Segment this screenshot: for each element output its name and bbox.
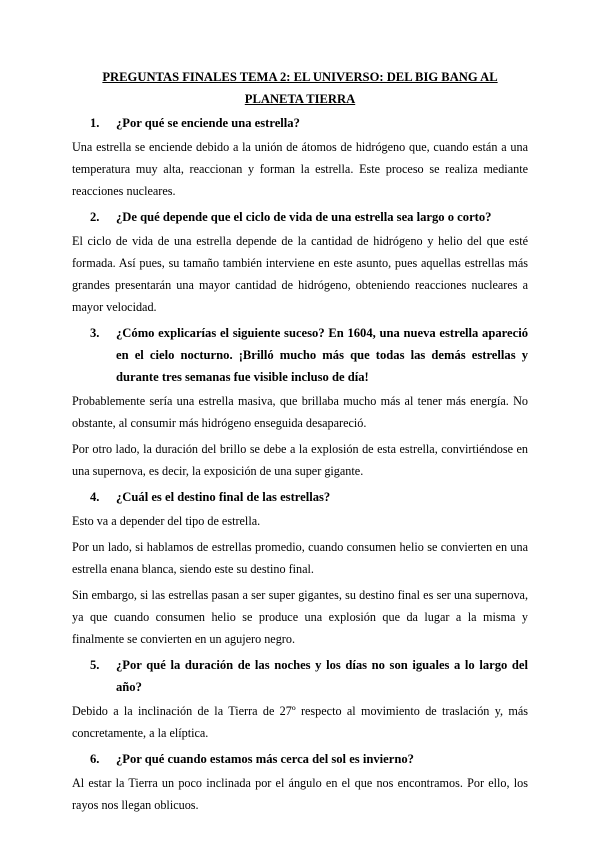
question-text: ¿Cómo explicarías el siguiente suceso? En 1604, una nueva estrella apareció en el cielo nocturno. ¡Brilló mucho más que todas las demás estrellas y durante tres semanas fue visible incluso de día! [116, 326, 528, 384]
question-number: 4. [90, 490, 100, 504]
question-text: ¿Cuál es el destino final de las estrellas? [116, 490, 331, 504]
question-heading [72, 206, 528, 228]
question-number: 3. [90, 326, 100, 340]
answer-paragraph: Al estar la Tierra un poco inclinada por el ángulo en el que nos encontramos. Por ello, los rayos nos llegan oblicuos. [72, 776, 528, 812]
answer-paragraph: Por otro lado, la duración del brillo se debe a la explosión de esta estrella, convirtiéndose en una supernova, es decir, la exposición de una super gigante. [72, 442, 528, 478]
answer-paragraph: Por un lado, si hablamos de estrellas promedio, cuando consumen helio se convierten en una estrella enana blanca, siendo este su destino final. [72, 540, 528, 576]
document-page [72, 66, 528, 820]
question-heading [72, 322, 528, 388]
answer-paragraph: Sin embargo, si las estrellas pasan a ser super gigantes, su destino final es ser una supernova, ya que cuando consumen helio se produce una explosión que da lugar a la misma y finalmente se convierten en un agujero negro. [72, 588, 528, 646]
question-heading [72, 112, 528, 134]
document-title: PREGUNTAS FINALES TEMA 2: EL UNIVERSO: DEL BIG BANG AL PLANETA TIERRA [102, 70, 498, 106]
answer-paragraph: Esto va a depender del tipo de estrella. [72, 514, 261, 528]
answer-paragraph: Debido a la inclinación de la Tierra de 27º respecto al movimiento de traslación y, más concretamente, a la elíptica. [72, 704, 528, 740]
question-text: ¿Por qué cuando estamos más cerca del sol es invierno? [116, 752, 414, 766]
answer-paragraph: Probablemente sería una estrella masiva, que brillaba mucho más al tener más energía. No obstante, al consumir más hidrógeno enseguida desapareció. [72, 394, 528, 430]
question-heading [72, 748, 528, 770]
question-text: ¿Por qué se enciende una estrella? [116, 116, 300, 130]
question-number: 5. [90, 658, 100, 672]
answer-paragraph: Una estrella se enciende debido a la unión de átomos de hidrógeno que, cuando están a una temperatura muy alta, reaccionan y forman la estrella. Este proceso se realiza mediante reacciones nucleares. [72, 140, 528, 198]
question-number: 2. [90, 210, 100, 224]
question-text: ¿Por qué la duración de las noches y los días no son iguales a lo largo del año? [116, 658, 528, 694]
question-text: ¿De qué depende que el ciclo de vida de una estrella sea largo o corto? [116, 210, 492, 224]
question-number: 1. [90, 116, 100, 130]
answer-paragraph: El ciclo de vida de una estrella depende de la cantidad de hidrógeno y helio del que esté formada. Así pues, su tamaño también interviene en este asunto, pues aquellas estrellas más grandes presentarán una mayor cantidad de hidrógeno, obteniendo reacciones nucleares a mayor velocidad. [72, 234, 528, 314]
question-number: 6. [90, 752, 100, 766]
question-heading [72, 486, 528, 508]
question-heading [72, 654, 528, 698]
